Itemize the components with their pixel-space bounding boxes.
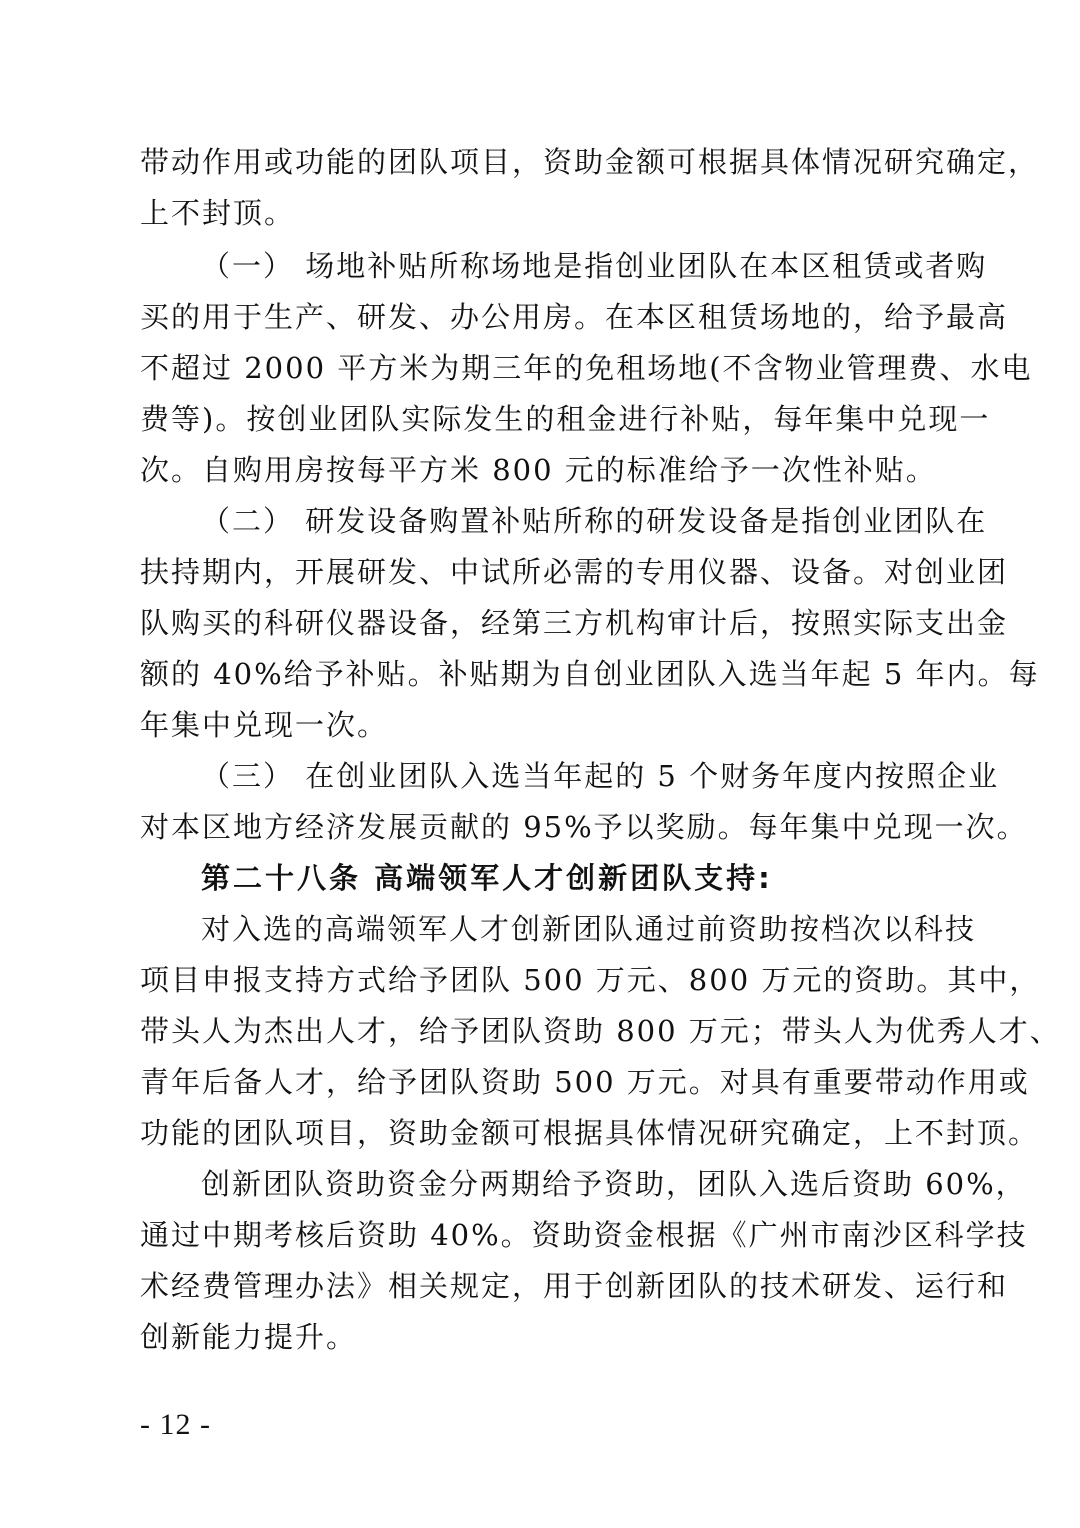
text-line: 不超过 2000 平方米为期三年的免租场地(不含物业管理费、水电 (140, 351, 1033, 385)
text-line: 带动作用或功能的团队项目，资助金额可根据具体情况研究确定， (140, 145, 1040, 179)
text-line: 术经费管理办法》相关规定，用于创新团队的技术研发、运行和 (140, 1269, 1009, 1303)
text-line: 上不封顶。 (140, 196, 296, 230)
text-line: 买的用于生产、研发、办公用房。在本区租赁场地的，给予最高 (140, 300, 1009, 334)
text-line: 带头人为杰出人才，给予团队资助 800 万元；带头人为优秀人才、 (140, 1014, 1061, 1048)
text-line: 创新能力提升。 (140, 1320, 358, 1354)
text-line: （二） 研发设备购置补贴所称的研发设备是指创业团队在 (201, 504, 988, 538)
text-line: 功能的团队项目，资助金额可根据具体情况研究确定，上不封顶。 (140, 1116, 1040, 1150)
text-line: 年集中兑现一次。 (140, 708, 389, 742)
page-number: - 12 - (140, 1408, 211, 1441)
text-line: 次。自购用房按每平方米 800 元的标准给予一次性补贴。 (140, 453, 937, 487)
text-line: 青年后备人才，给予团队资助 500 万元。对具有重要带动作用或 (140, 1065, 1030, 1099)
article-heading: 第二十八条 高端领军人才创新团队支持: (201, 861, 773, 895)
text-line: （三） 在创业团队入选当年起的 5 个财务年度内按照企业 (201, 759, 1000, 793)
text-line: 对入选的高端领军人才创新团队通过前资助按档次以科技 (201, 912, 977, 946)
text-line: 对本区地方经济发展贡献的 95%予以奖励。每年集中兑现一次。 (140, 810, 1028, 844)
text-line: 队购买的科研仪器设备，经第三方机构审计后，按照实际支出金 (140, 606, 1009, 640)
text-line: 扶持期内，开展研发、中试所必需的专用仪器、设备。对创业团 (140, 555, 1009, 589)
text-line: 项目申报支持方式给予团队 500 万元、800 万元的资助。其中， (140, 963, 1041, 997)
text-line: 通过中期考核后资助 40%。资助资金根据《广州市南沙区科学技 (140, 1218, 1028, 1252)
text-line: （一） 场地补贴所称场地是指创业团队在本区租赁或者购 (201, 249, 988, 283)
text-line: 创新团队资助资金分两期给予资助，团队入选后资助 60%， (201, 1167, 1027, 1201)
text-line: 费等)。按创业团队实际发生的租金进行补贴，每年集中兑现一 (140, 402, 991, 436)
text-line: 额的 40%给予补贴。补贴期为自创业团队入选当年起 5 年内。每 (140, 657, 1040, 691)
